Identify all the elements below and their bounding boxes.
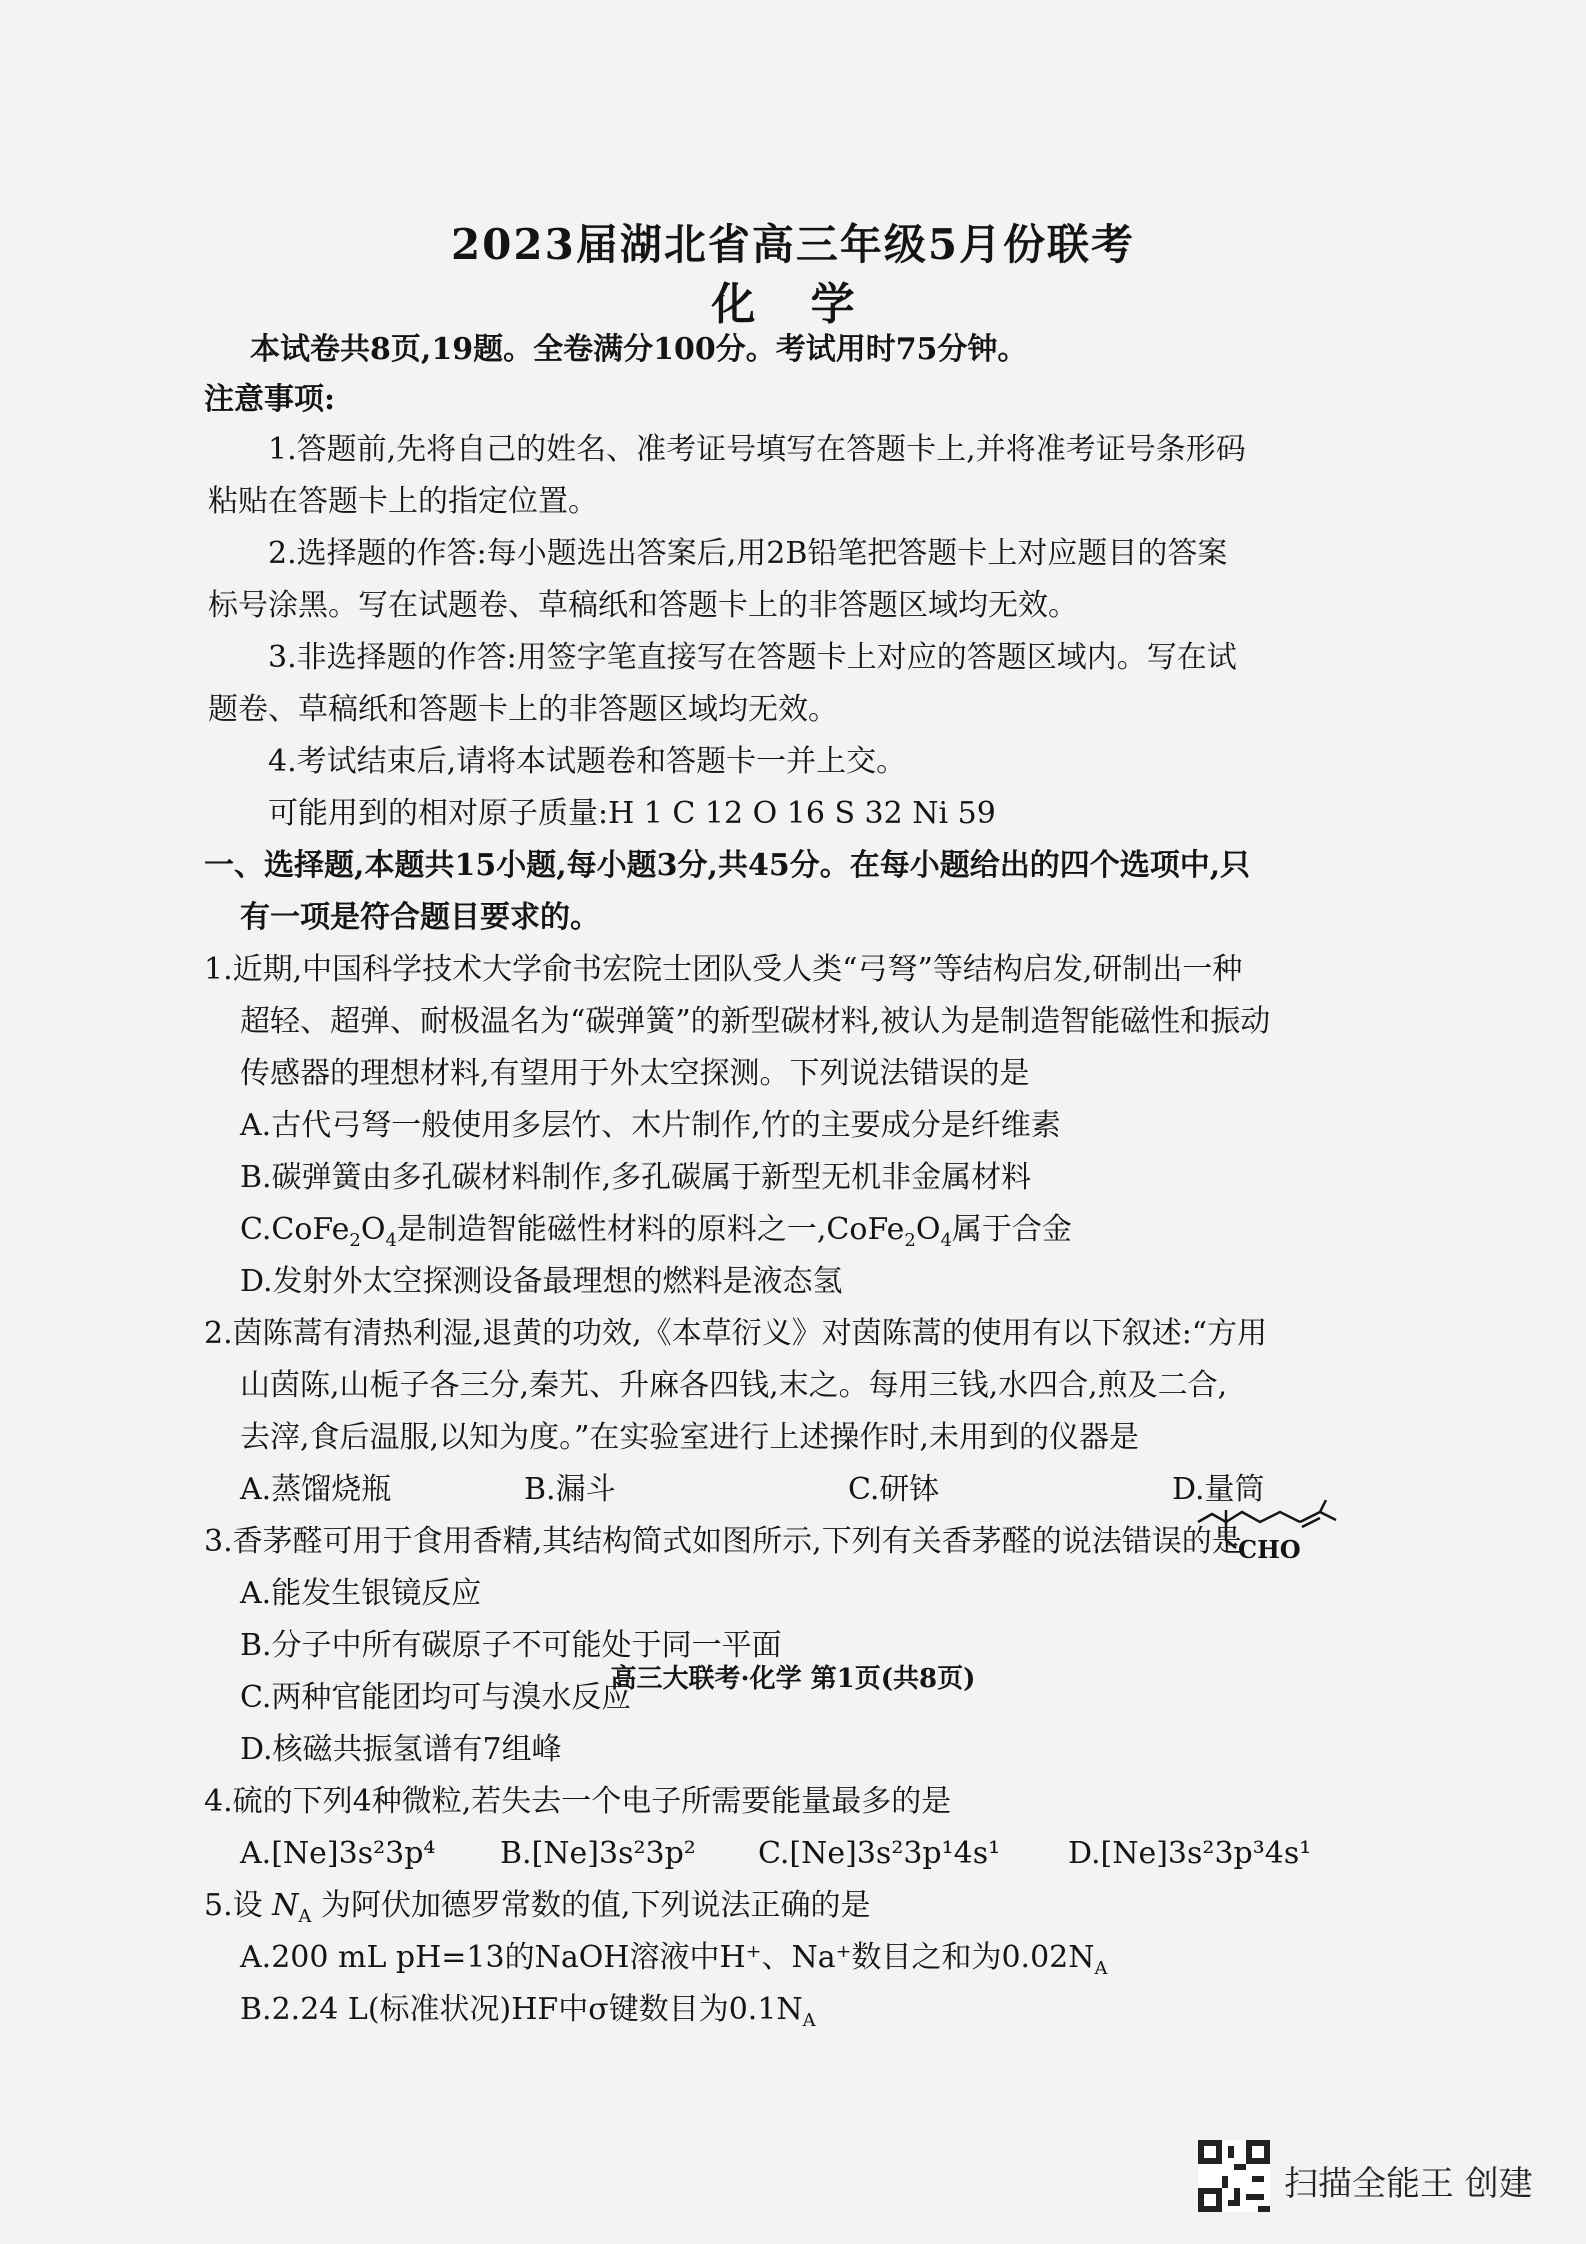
- qr-code-icon: [1198, 2140, 1270, 2212]
- q3-option-c: C.两种官能团均可与溴水反应: [240, 1680, 632, 1715]
- q2-option-d: D.量筒: [1172, 1472, 1265, 1507]
- q4-option-d: D.[Ne]3s²3p³4s¹: [1068, 1836, 1312, 1871]
- q1-option-a: A.古代弓弩一般使用多层竹、木片制作,竹的主要成分是纤维素: [240, 1108, 1061, 1143]
- notice-item-2b: 标号涂黑。写在试题卷、草稿纸和答题卡上的非答题区域均无效。: [208, 588, 1078, 623]
- q2-stem-2: 山茵陈,山栀子各三分,秦艽、升麻各四钱,末之。每用三钱,水四合,煎及二合,: [240, 1368, 1228, 1403]
- q2-stem-1: 2.茵陈蒿有清热利湿,退黄的功效,《本草衍义》对茵陈蒿的使用有以下叙述:“方用: [204, 1316, 1268, 1351]
- q1-stem-2: 超轻、超弹、耐极温名为“碳弹簧”的新型碳材料,被认为是制造智能磁性和振动: [240, 1004, 1271, 1039]
- q4-option-b: B.[Ne]3s²3p²: [500, 1836, 696, 1871]
- q2-stem-3: 去滓,食后温服,以知为度。”在实验室进行上述操作时,未用到的仪器是: [240, 1420, 1139, 1455]
- citronellal-structure-diagram: [1196, 1500, 1356, 1570]
- exam-subject: 化 学: [711, 279, 875, 330]
- exam-intro: 本试卷共8页,19题。全卷满分100分。考试用时75分钟。: [250, 332, 1028, 367]
- q1-option-b: B.碳弹簧由多孔碳材料制作,多孔碳属于新型无机非金属材料: [240, 1160, 1032, 1195]
- notice-item-3a: 3.非选择题的作答:用签字笔直接写在答题卡上对应的答题区域内。写在试: [268, 640, 1237, 675]
- notice-item-1a: 1.答题前,先将自己的姓名、准考证号填写在答题卡上,并将准考证号条形码: [268, 432, 1246, 467]
- section1-heading-2: 有一项是符合题目要求的。: [240, 900, 600, 935]
- q5-stem: 5.设 $N_A$ 为阿伏加德罗常数的值,下列说法正确的是: [204, 1888, 871, 1927]
- q4-option-c: C.[Ne]3s²3p¹4s¹: [758, 1836, 1001, 1871]
- q4-option-a: A.[Ne]3s²3p⁴: [240, 1836, 436, 1871]
- notice-item-1b: 粘贴在答题卡上的指定位置。: [208, 484, 598, 519]
- q5-option-a: A.200 mL pH=13的NaOH溶液中H⁺、Na⁺数目之和为$0.02N_A$: [240, 1940, 1108, 1979]
- q1-stem-3: 传感器的理想材料,有望用于外太空探测。下列说法错误的是: [240, 1056, 1030, 1091]
- scanner-watermark: 扫描全能王 创建: [1284, 2164, 1533, 2204]
- notice-item-2a: 2.选择题的作答:每小题选出答案后,用2B铅笔把答题卡上对应题目的答案: [268, 536, 1228, 571]
- exam-title: 2023届湖北省高三年级5月份联考: [450, 220, 1136, 269]
- notice-heading: 注意事项:: [204, 382, 336, 417]
- q2-option-b: B.漏斗: [524, 1472, 616, 1507]
- q1-option-d: D.发射外太空探测设备最理想的燃料是液态氢: [240, 1264, 843, 1299]
- q3-stem: 3.香茅醛可用于食用香精,其结构简式如图所示,下列有关香茅醛的说法错误的是: [204, 1524, 1242, 1559]
- atomic-mass-line: 可能用到的相对原子质量:H 1 C 12 O 16 S 32 Ni 59: [268, 796, 996, 831]
- q3-option-b: B.分子中所有碳原子不可能处于同一平面: [240, 1628, 782, 1663]
- q4-stem: 4.硫的下列4种微粒,若失去一个电子所需要能量最多的是: [204, 1784, 952, 1819]
- q2-option-c: C.研钵: [848, 1472, 940, 1507]
- q1-stem-1: 1.近期,中国科学技术大学俞书宏院士团队受人类“弓弩”等结构启发,研制出一种: [204, 952, 1243, 987]
- notice-item-4: 4.考试结束后,请将本试题卷和答题卡一并上交。: [268, 744, 907, 779]
- page-footer: 高三大联考·化学 第1页(共8页): [610, 1664, 976, 1694]
- q5-option-b: B.2.24 L(标准状况)HF中σ键数目为$0.1N_A$: [240, 1992, 816, 2031]
- q3-option-a: A.能发生银镜反应: [240, 1576, 482, 1611]
- q2-option-a: A.蒸馏烧瓶: [240, 1472, 392, 1507]
- notice-item-3b: 题卷、草稿纸和答题卡上的非答题区域均无效。: [208, 692, 838, 727]
- molecule-cho-label: CHO: [1238, 1535, 1301, 1564]
- q3-option-d: D.核磁共振氢谱有7组峰: [240, 1732, 562, 1767]
- q1-option-c: $C.CoFe_2O_4$是制造智能磁性材料的原料之一$,CoFe_2O_4$属于合金: [240, 1212, 1072, 1251]
- section1-heading-1: 一、选择题,本题共15小题,每小题3分,共45分。在每小题给出的四个选项中,只: [204, 848, 1251, 883]
